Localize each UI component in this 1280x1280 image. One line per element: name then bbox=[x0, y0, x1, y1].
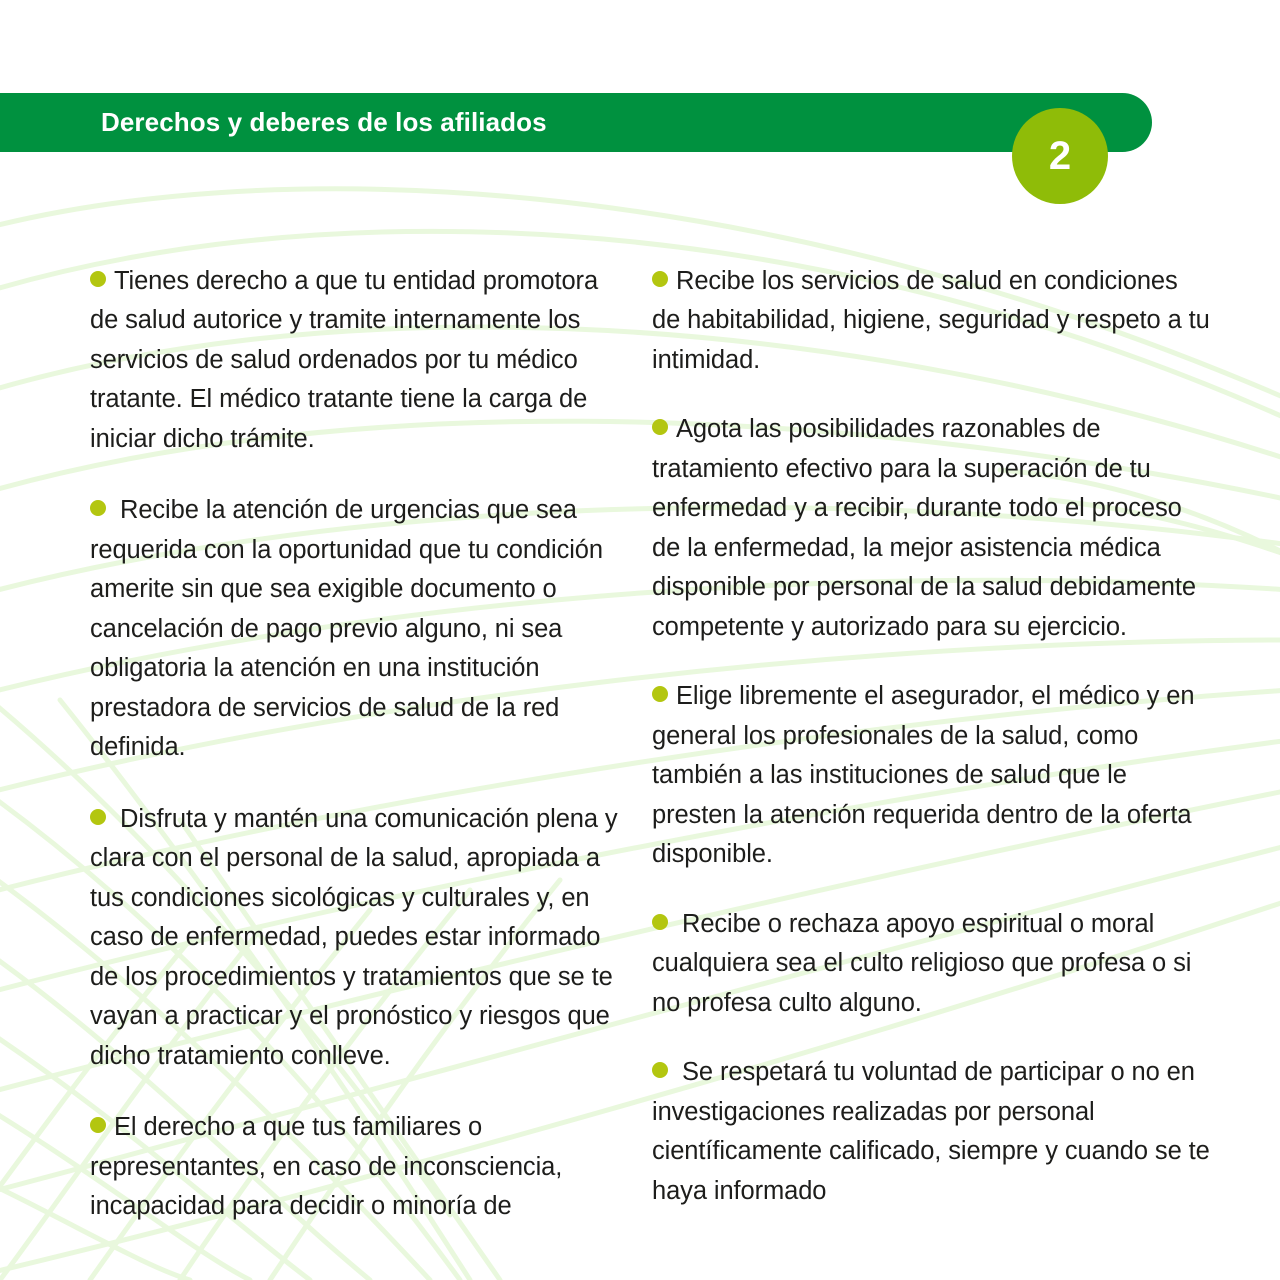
list-item bbox=[652, 410, 1212, 647]
list-item-text: Recibe o rechaza apoyo espiritual o moral cualquiera sea el culto religioso que profesa o si no profesa culto alguno. bbox=[652, 909, 1192, 1017]
list-item-text: Elige libremente el asegurador, el médico y en general los profesionales de la salud, como también a las instituciones de salud que le presten la atención requerida dentro de la oferta disponible. bbox=[652, 682, 1195, 868]
header-bar bbox=[0, 93, 1152, 152]
bullet-icon bbox=[652, 686, 668, 702]
list-item-text: Tienes derecho a que tu entidad promotora de salud autorice y tramite internamente los servicios de salud ordenados por tu médico tratante. El médico tratante tiene la carga de iniciar dicho trámite. bbox=[90, 266, 599, 453]
list-item bbox=[652, 262, 1212, 381]
page-title: Derechos y deberes de los afiliados bbox=[101, 107, 547, 137]
bullet-icon bbox=[652, 271, 668, 287]
bullet-icon bbox=[652, 419, 668, 435]
right-column bbox=[652, 236, 1212, 1280]
list-item-text: Se respetará tu voluntad de participar o no en investigaciones realizadas por personal científicamente calificado, siempre y cuando se te haya informado bbox=[652, 1058, 1210, 1205]
list-item bbox=[90, 800, 624, 1077]
list-item bbox=[90, 491, 624, 768]
list-item-text: Agota las posibilidades razonables de tratamiento efectivo para la superación de tu enfermedad y a recibir, durante todo el proceso de la enfermedad, la mejor asistencia médica disponible por personal de la salud debidamente competente y autorizado para su ejercicio. bbox=[652, 415, 1196, 641]
list-item bbox=[90, 262, 624, 460]
page-number-badge bbox=[1012, 108, 1108, 204]
left-column bbox=[90, 236, 624, 1280]
bullet-icon bbox=[90, 1117, 106, 1133]
list-item-text: Disfruta y mantén una comunicación plena y clara con el personal de la salud, apropiada a tus condiciones sicológicas y culturales y, en caso de enfermedad, puedes estar informado de los procedimientos y tratamientos que se te vayan a practicar y el pronóstico y riesgos que dicho tratamiento conlleve. bbox=[90, 804, 618, 1070]
list-item bbox=[652, 1053, 1212, 1211]
bullet-icon bbox=[90, 500, 106, 516]
bullet-icon bbox=[652, 1062, 668, 1078]
list-item bbox=[652, 677, 1212, 875]
content-area bbox=[0, 236, 1280, 1280]
bullet-icon bbox=[90, 809, 106, 825]
page-number-label: 2 bbox=[1048, 134, 1072, 178]
bullet-icon bbox=[652, 914, 668, 930]
list-item bbox=[90, 1108, 624, 1227]
list-item-text: El derecho a que tus familiares o representantes, en caso de inconsciencia, incapacidad para decidir o minoría de bbox=[90, 1113, 563, 1220]
list-item-text: Recibe los servicios de salud en condiciones de habitabilidad, higiene, seguridad y respeto a tu intimidad. bbox=[652, 266, 1210, 374]
bullet-icon bbox=[90, 271, 106, 287]
list-item-text: Recibe la atención de urgencias que sea requerida con la oportunidad que tu condición amerite sin que sea exigible documento o cancelación de pago previo alguno, ni sea obligatoria la atención en una institución prestadora de servicios de salud de la red definida. bbox=[90, 496, 603, 761]
list-item bbox=[652, 905, 1212, 1024]
